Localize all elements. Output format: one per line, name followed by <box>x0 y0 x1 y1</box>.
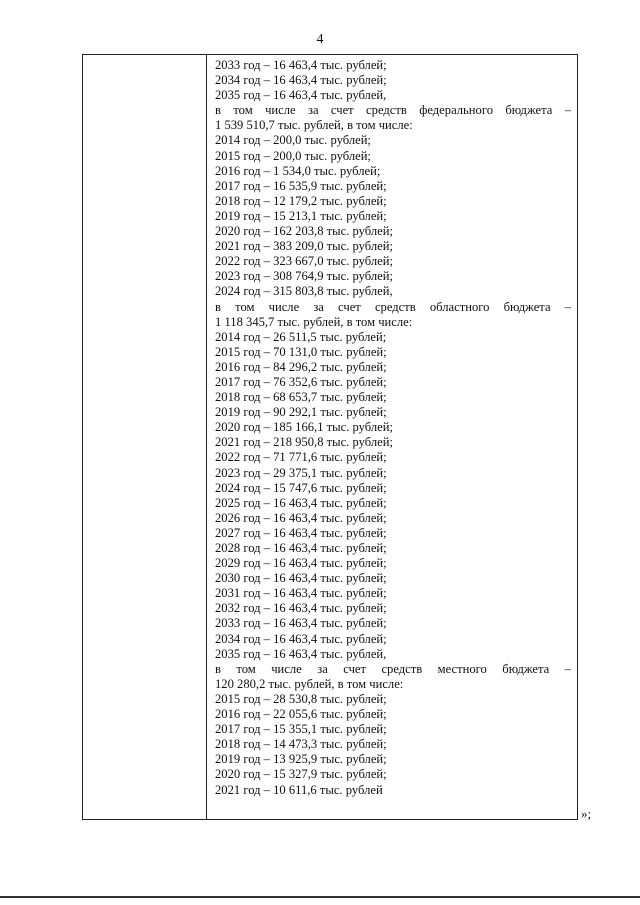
budget-line: 2020 год – 162 203,8 тыс. рублей; <box>215 224 393 239</box>
budget-line: 2031 год – 16 463,4 тыс. рублей; <box>215 586 387 601</box>
budget-line: 2016 год – 1 534,0 тыс. рублей; <box>215 163 381 178</box>
budget-line: 2023 год – 29 375,1 тыс. рублей; <box>215 465 387 480</box>
budget-line: 2023 год – 308 764,9 тыс. рублей; <box>215 269 393 284</box>
budget-line: 2024 год – 15 747,6 тыс. рублей; <box>215 480 387 495</box>
budget-line: 2019 год – 15 213,1 тыс. рублей; <box>215 208 387 223</box>
budget-line: 2035 год – 16 463,4 тыс. рублей, <box>215 88 387 103</box>
budget-line: 2026 год – 16 463,4 тыс. рублей; <box>215 510 387 525</box>
budget-line: 2015 год – 28 530,8 тыс. рублей; <box>215 691 387 706</box>
budget-line: в том числе за счет средств федерального бюджета – <box>215 103 571 118</box>
budget-table <box>82 54 578 820</box>
budget-line: 2019 год – 90 292,1 тыс. рублей; <box>215 405 387 420</box>
budget-line: 2034 год – 16 463,4 тыс. рублей; <box>215 73 387 88</box>
page-number: 4 <box>316 32 324 47</box>
closing-quote-mark: »; <box>581 806 592 821</box>
budget-line: 2018 год – 68 653,7 тыс. рублей; <box>215 390 387 405</box>
budget-line: 2018 год – 12 179,2 тыс. рублей; <box>215 193 387 208</box>
budget-line: 2027 год – 16 463,4 тыс. рублей; <box>215 525 387 540</box>
budget-line: 2035 год – 16 463,4 тыс. рублей, <box>215 646 387 661</box>
budget-line: 2020 год – 15 327,9 тыс. рублей; <box>215 767 387 782</box>
budget-line: 1 118 345,7 тыс. рублей, в том числе: <box>215 314 413 329</box>
budget-line: 2015 год – 70 131,0 тыс. рублей; <box>215 344 387 359</box>
budget-line: 2032 год – 16 463,4 тыс. рублей; <box>215 601 387 616</box>
budget-line: 2022 год – 71 771,6 тыс. рублей; <box>215 450 387 465</box>
budget-line: 2028 год – 16 463,4 тыс. рублей; <box>215 541 387 555</box>
budget-line: 2018 год – 14 473,3 тыс. рублей; <box>215 737 387 752</box>
column-divider <box>206 55 207 819</box>
budget-line: 2014 год – 200,0 тыс. рублей; <box>215 133 371 148</box>
budget-line: 2016 год – 22 055,6 тыс. рублей; <box>215 707 387 722</box>
budget-line: 2024 год – 315 803,8 тыс. рублей, <box>215 284 393 299</box>
budget-line: 2033 год – 16 463,4 тыс. рублей; <box>215 58 387 72</box>
budget-line: 2020 год – 185 166,1 тыс. рублей; <box>215 420 393 435</box>
budget-line: 2034 год – 16 463,4 тыс. рублей; <box>215 631 387 646</box>
budget-line: 2021 год – 10 611,6 тыс. рублей <box>215 782 383 797</box>
budget-line: 2030 год – 16 463,4 тыс. рублей; <box>215 571 387 586</box>
budget-line: 2022 год – 323 667,0 тыс. рублей; <box>215 254 393 269</box>
budget-line: 2017 год – 16 535,9 тыс. рублей; <box>215 178 387 193</box>
budget-line: в том числе за счет средств областного бюджета – <box>215 299 571 314</box>
budget-line: 2017 год – 76 352,6 тыс. рублей; <box>215 374 387 389</box>
page-bottom-rule <box>0 896 640 898</box>
budget-line: 2014 год – 26 511,5 тыс. рублей; <box>215 329 387 344</box>
budget-line: в том числе за счет средств местного бюджета – <box>215 661 571 676</box>
budget-line: 2025 год – 16 463,4 тыс. рублей; <box>215 495 387 510</box>
budget-line: 2021 год – 218 950,8 тыс. рублей; <box>215 435 393 450</box>
budget-line: 2019 год – 13 925,9 тыс. рублей; <box>215 752 387 767</box>
budget-line: 120 280,2 тыс. рублей, в том числе: <box>215 676 404 691</box>
budget-line: 2033 год – 16 463,4 тыс. рублей; <box>215 616 387 631</box>
budget-line: 2021 год – 383 209,0 тыс. рублей; <box>215 239 393 254</box>
budget-cell <box>215 58 571 798</box>
budget-line: 2016 год – 84 296,2 тыс. рублей; <box>215 359 387 374</box>
budget-line: 1 539 510,7 тыс. рублей, в том числе: <box>215 118 413 133</box>
budget-line: 2015 год – 200,0 тыс. рублей; <box>215 148 371 163</box>
budget-line: 2017 год – 15 355,1 тыс. рублей; <box>215 722 387 737</box>
budget-line: 2029 год – 16 463,4 тыс. рублей; <box>215 556 387 571</box>
